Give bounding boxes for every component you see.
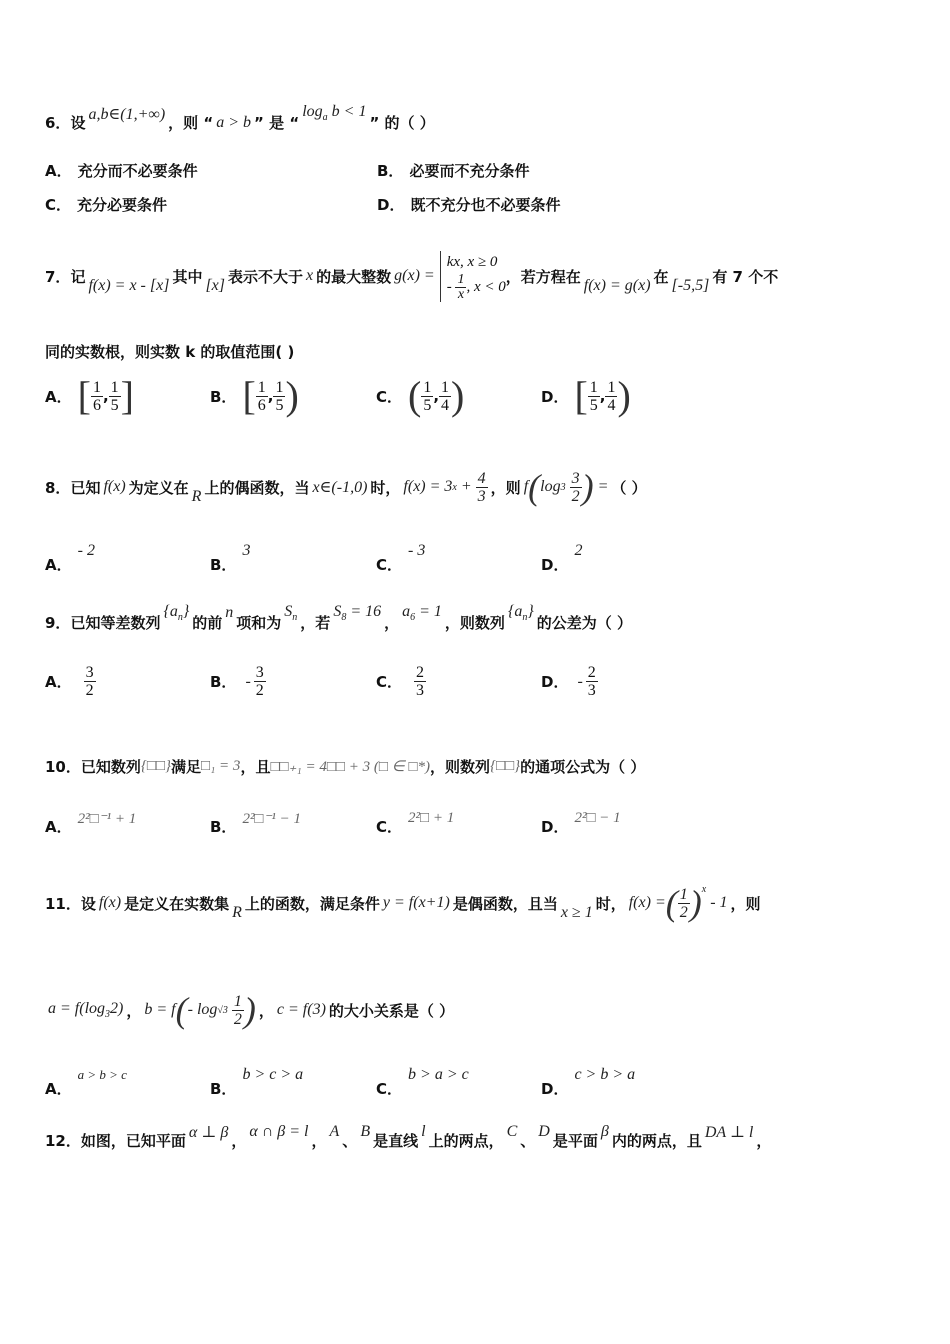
question-8 bbox=[45, 462, 910, 512]
q9-math: $S_n$ bbox=[284, 602, 298, 624]
q6-text: ，则 “ bbox=[168, 114, 214, 132]
q12-math: A bbox=[329, 1122, 340, 1140]
q7-math: f(x) = g(x) bbox=[583, 277, 651, 294]
q9-math: $\{a_n\}$ bbox=[163, 602, 190, 624]
q12-math: α ⊥ β bbox=[188, 1123, 229, 1141]
q11-number: 11． bbox=[45, 894, 81, 913]
q6-math: a,b∈(1,+∞) bbox=[88, 105, 166, 123]
q7-line-2 bbox=[45, 341, 910, 362]
q7-text: 表示不大于 bbox=[228, 267, 304, 286]
q10-option-c[interactable]: C． 2²□ + 1 bbox=[376, 810, 455, 836]
q8-text: （ ） bbox=[611, 478, 647, 497]
q8-math: R bbox=[191, 488, 202, 505]
q12-text: 是平面 bbox=[552, 1132, 598, 1150]
q8-math: f(x) = 3 x + $\frac{4}{3}$ bbox=[403, 469, 486, 505]
q12-text: ， bbox=[756, 1132, 772, 1150]
q9-math: $\{a_n\}$ bbox=[507, 602, 534, 624]
q11-text: 是偶函数，且当 bbox=[452, 894, 558, 913]
q7-math: [x] bbox=[205, 277, 226, 294]
q7-text: 的最大整数 bbox=[316, 267, 392, 286]
q10-text: ，且 bbox=[240, 758, 271, 776]
q8-option-c[interactable]: C． - 3 bbox=[376, 541, 426, 574]
q9-number: 9． bbox=[45, 613, 71, 632]
q9-text: 的前 bbox=[192, 613, 223, 632]
q9-option-c[interactable]: C． $\frac{2}{3}$ bbox=[376, 664, 425, 699]
q8-math: f ( log 3 $\frac{3}{2}$ ) = bbox=[523, 467, 609, 507]
question-10 bbox=[45, 756, 910, 777]
q8-math: x∈(-1,0) bbox=[312, 479, 368, 496]
q12-text: 内的两点，且 bbox=[611, 1132, 702, 1150]
q10-math: {□□} bbox=[140, 758, 172, 774]
q11-text: 是定义在实数集 bbox=[124, 894, 230, 913]
question-9 bbox=[45, 604, 910, 640]
q11-option-c[interactable]: C． b > a > c bbox=[376, 1065, 469, 1098]
q12-number: 12． bbox=[45, 1132, 81, 1150]
q6-option-b[interactable]: B． 必要而不充分条件 bbox=[377, 162, 530, 180]
q7-math: x bbox=[306, 267, 314, 284]
q9-text: ，若 bbox=[300, 613, 331, 632]
q12-math: β bbox=[600, 1122, 609, 1140]
q6-number: 6． bbox=[45, 114, 71, 132]
q7-text: 同的实数根，则实数 k 的取值范围( ) bbox=[45, 343, 295, 361]
q6-option-a[interactable]: A． 充分而不必要条件 bbox=[45, 162, 198, 180]
q11-math: y = f(x+1) bbox=[382, 894, 450, 911]
q11-text: 的大小关系是（ ） bbox=[328, 1001, 455, 1020]
q11-math: $a = f(\log_32)$ bbox=[48, 999, 124, 1021]
question-6 bbox=[45, 103, 910, 133]
q8-text: ，则 bbox=[490, 478, 521, 497]
q7-text: 在 bbox=[653, 267, 669, 286]
q11-option-a[interactable]: A． a > b > c bbox=[45, 1066, 127, 1098]
q6-option-c[interactable]: C． 充分必要条件 bbox=[45, 196, 168, 214]
q9-text: ， bbox=[384, 613, 400, 632]
q7-text: 其中 bbox=[172, 267, 203, 286]
q6-option-d[interactable]: D． 既不充分也不必要条件 bbox=[377, 196, 561, 214]
q9-text: ，则数列 bbox=[444, 613, 505, 632]
q12-math: B bbox=[360, 1122, 371, 1140]
q11-text: 时， bbox=[595, 894, 626, 913]
q10-option-a[interactable]: A． 2²□⁻¹ + 1 bbox=[45, 811, 137, 836]
q10-option-b[interactable]: B． 2²□⁻¹ − 1 bbox=[210, 811, 302, 836]
q7-option-b[interactable]: B． [ $\frac{1}{6}$ , $\frac{1}{5}$ ) bbox=[210, 373, 299, 418]
q12-math: D bbox=[538, 1122, 550, 1140]
q10-number: 10． bbox=[45, 758, 81, 776]
q9-text: 项和为 bbox=[236, 613, 282, 632]
q7-option-c[interactable]: C． ( $\frac{1}{5}$ , $\frac{1}{4}$ ) bbox=[376, 373, 465, 418]
q7-text: 记 bbox=[70, 267, 86, 286]
q8-option-d[interactable]: D． 2 bbox=[541, 541, 583, 574]
q11-text: ， bbox=[126, 1001, 142, 1020]
q10-math: □₁ = 3 bbox=[201, 758, 241, 774]
q11-option-d[interactable]: D． c > b > a bbox=[541, 1065, 636, 1098]
q8-option-b[interactable]: B． 3 bbox=[210, 541, 251, 574]
q9-option-b[interactable]: B． - $\frac{3}{2}$ bbox=[210, 664, 264, 699]
q12-text: ， bbox=[311, 1132, 327, 1150]
q7-piecewise: kx, x ≥ 0 - $\frac{1}{x}$ , x < 0 bbox=[440, 251, 506, 302]
q12-text: 、 bbox=[342, 1132, 358, 1150]
q9-option-d[interactable]: D． - $\frac{2}{3}$ bbox=[541, 664, 596, 699]
question-12 bbox=[45, 1122, 910, 1151]
q9-math: $S_8 = 16$ bbox=[333, 602, 382, 624]
q9-text: 的公差为（ ） bbox=[536, 613, 632, 632]
q8-number: 8． bbox=[45, 478, 71, 497]
q11-math: c = f(3) bbox=[276, 1001, 326, 1018]
q11-math: R bbox=[232, 904, 242, 921]
q7-option-d[interactable]: D． [ $\frac{1}{5}$ , $\frac{1}{4}$ ) bbox=[541, 373, 631, 418]
q10-text: 的通项公式为（ ） bbox=[520, 758, 646, 776]
q11-math: f(x) = ( $\frac{1}{2}$ ) $^x$ - 1 bbox=[628, 883, 728, 923]
q10-text: ，则数列 bbox=[430, 758, 491, 776]
q11-text: ，则 bbox=[730, 894, 761, 913]
q6-text: ” 是 “ bbox=[254, 114, 300, 132]
q11-line-2 bbox=[45, 985, 910, 1035]
question-7 bbox=[45, 250, 910, 302]
q7-math: g(x) = bbox=[394, 267, 435, 284]
q8-text: 上的偶函数，当 bbox=[204, 478, 310, 497]
q12-math: C bbox=[506, 1122, 518, 1140]
q8-text: 为定义在 bbox=[128, 478, 189, 497]
q7-option-a[interactable]: A． [ $\frac{1}{6}$ , $\frac{1}{5}$ ] bbox=[45, 373, 134, 418]
q11-math: b = f ( - log √3 $\frac{1}{2}$ ) bbox=[144, 990, 256, 1030]
q10-math: {□□} bbox=[490, 758, 521, 774]
q10-text: 已知数列 bbox=[80, 758, 141, 776]
q9-math: n bbox=[225, 604, 234, 621]
q12-math: α ∩ β = l bbox=[249, 1122, 309, 1140]
q11-text: ， bbox=[258, 1001, 274, 1020]
q11-math: f(x) bbox=[98, 894, 122, 911]
q12-text: 是直线 bbox=[373, 1132, 419, 1150]
question-11 bbox=[45, 876, 910, 930]
q12-math: l bbox=[421, 1122, 426, 1140]
q12-text: 上的两点， bbox=[428, 1132, 504, 1150]
q9-option-a[interactable]: A． $\frac{3}{2}$ bbox=[45, 664, 94, 699]
q6-text: 设 bbox=[70, 114, 86, 132]
q8-text: 已知 bbox=[70, 478, 101, 497]
q12-text: 、 bbox=[520, 1132, 536, 1150]
q7-number: 7． bbox=[45, 267, 71, 286]
q7-math: f(x) = x - [x] bbox=[88, 277, 170, 294]
q12-math: DA ⊥ l bbox=[704, 1123, 754, 1141]
q12-text: 如图，已知平面 bbox=[80, 1132, 186, 1150]
q8-text: 时， bbox=[370, 478, 401, 497]
q7-text: 有 7 个不 bbox=[712, 267, 779, 286]
q11-math: x ≥ 1 bbox=[560, 904, 593, 921]
q11-text: 上的函数，满足条件 bbox=[244, 894, 380, 913]
q6-math: a > b bbox=[216, 113, 252, 131]
q10-text: 满足 bbox=[171, 758, 202, 776]
q9-math: $a_6 = 1$ bbox=[402, 602, 442, 624]
q8-option-a[interactable]: A． - 2 bbox=[45, 541, 95, 574]
q7-math: [-5,5] bbox=[671, 277, 710, 294]
q11-option-b[interactable]: B． b > c > a bbox=[210, 1065, 304, 1098]
q8-math: f(x) bbox=[103, 478, 126, 495]
q7-text: ，若方程在 bbox=[505, 267, 581, 286]
q11-text: 设 bbox=[80, 894, 96, 913]
q12-text: ， bbox=[231, 1132, 247, 1150]
q10-math: □□₊₁ = 4□□ + 3 (□ ∈ □*) bbox=[270, 759, 430, 775]
q6-text: ” 的（ ） bbox=[369, 114, 435, 132]
q6-math: $\log_a b < 1$ bbox=[302, 103, 367, 124]
q9-text: 已知等差数列 bbox=[70, 613, 161, 632]
q10-option-d[interactable]: D． 2²□ − 1 bbox=[541, 810, 621, 836]
